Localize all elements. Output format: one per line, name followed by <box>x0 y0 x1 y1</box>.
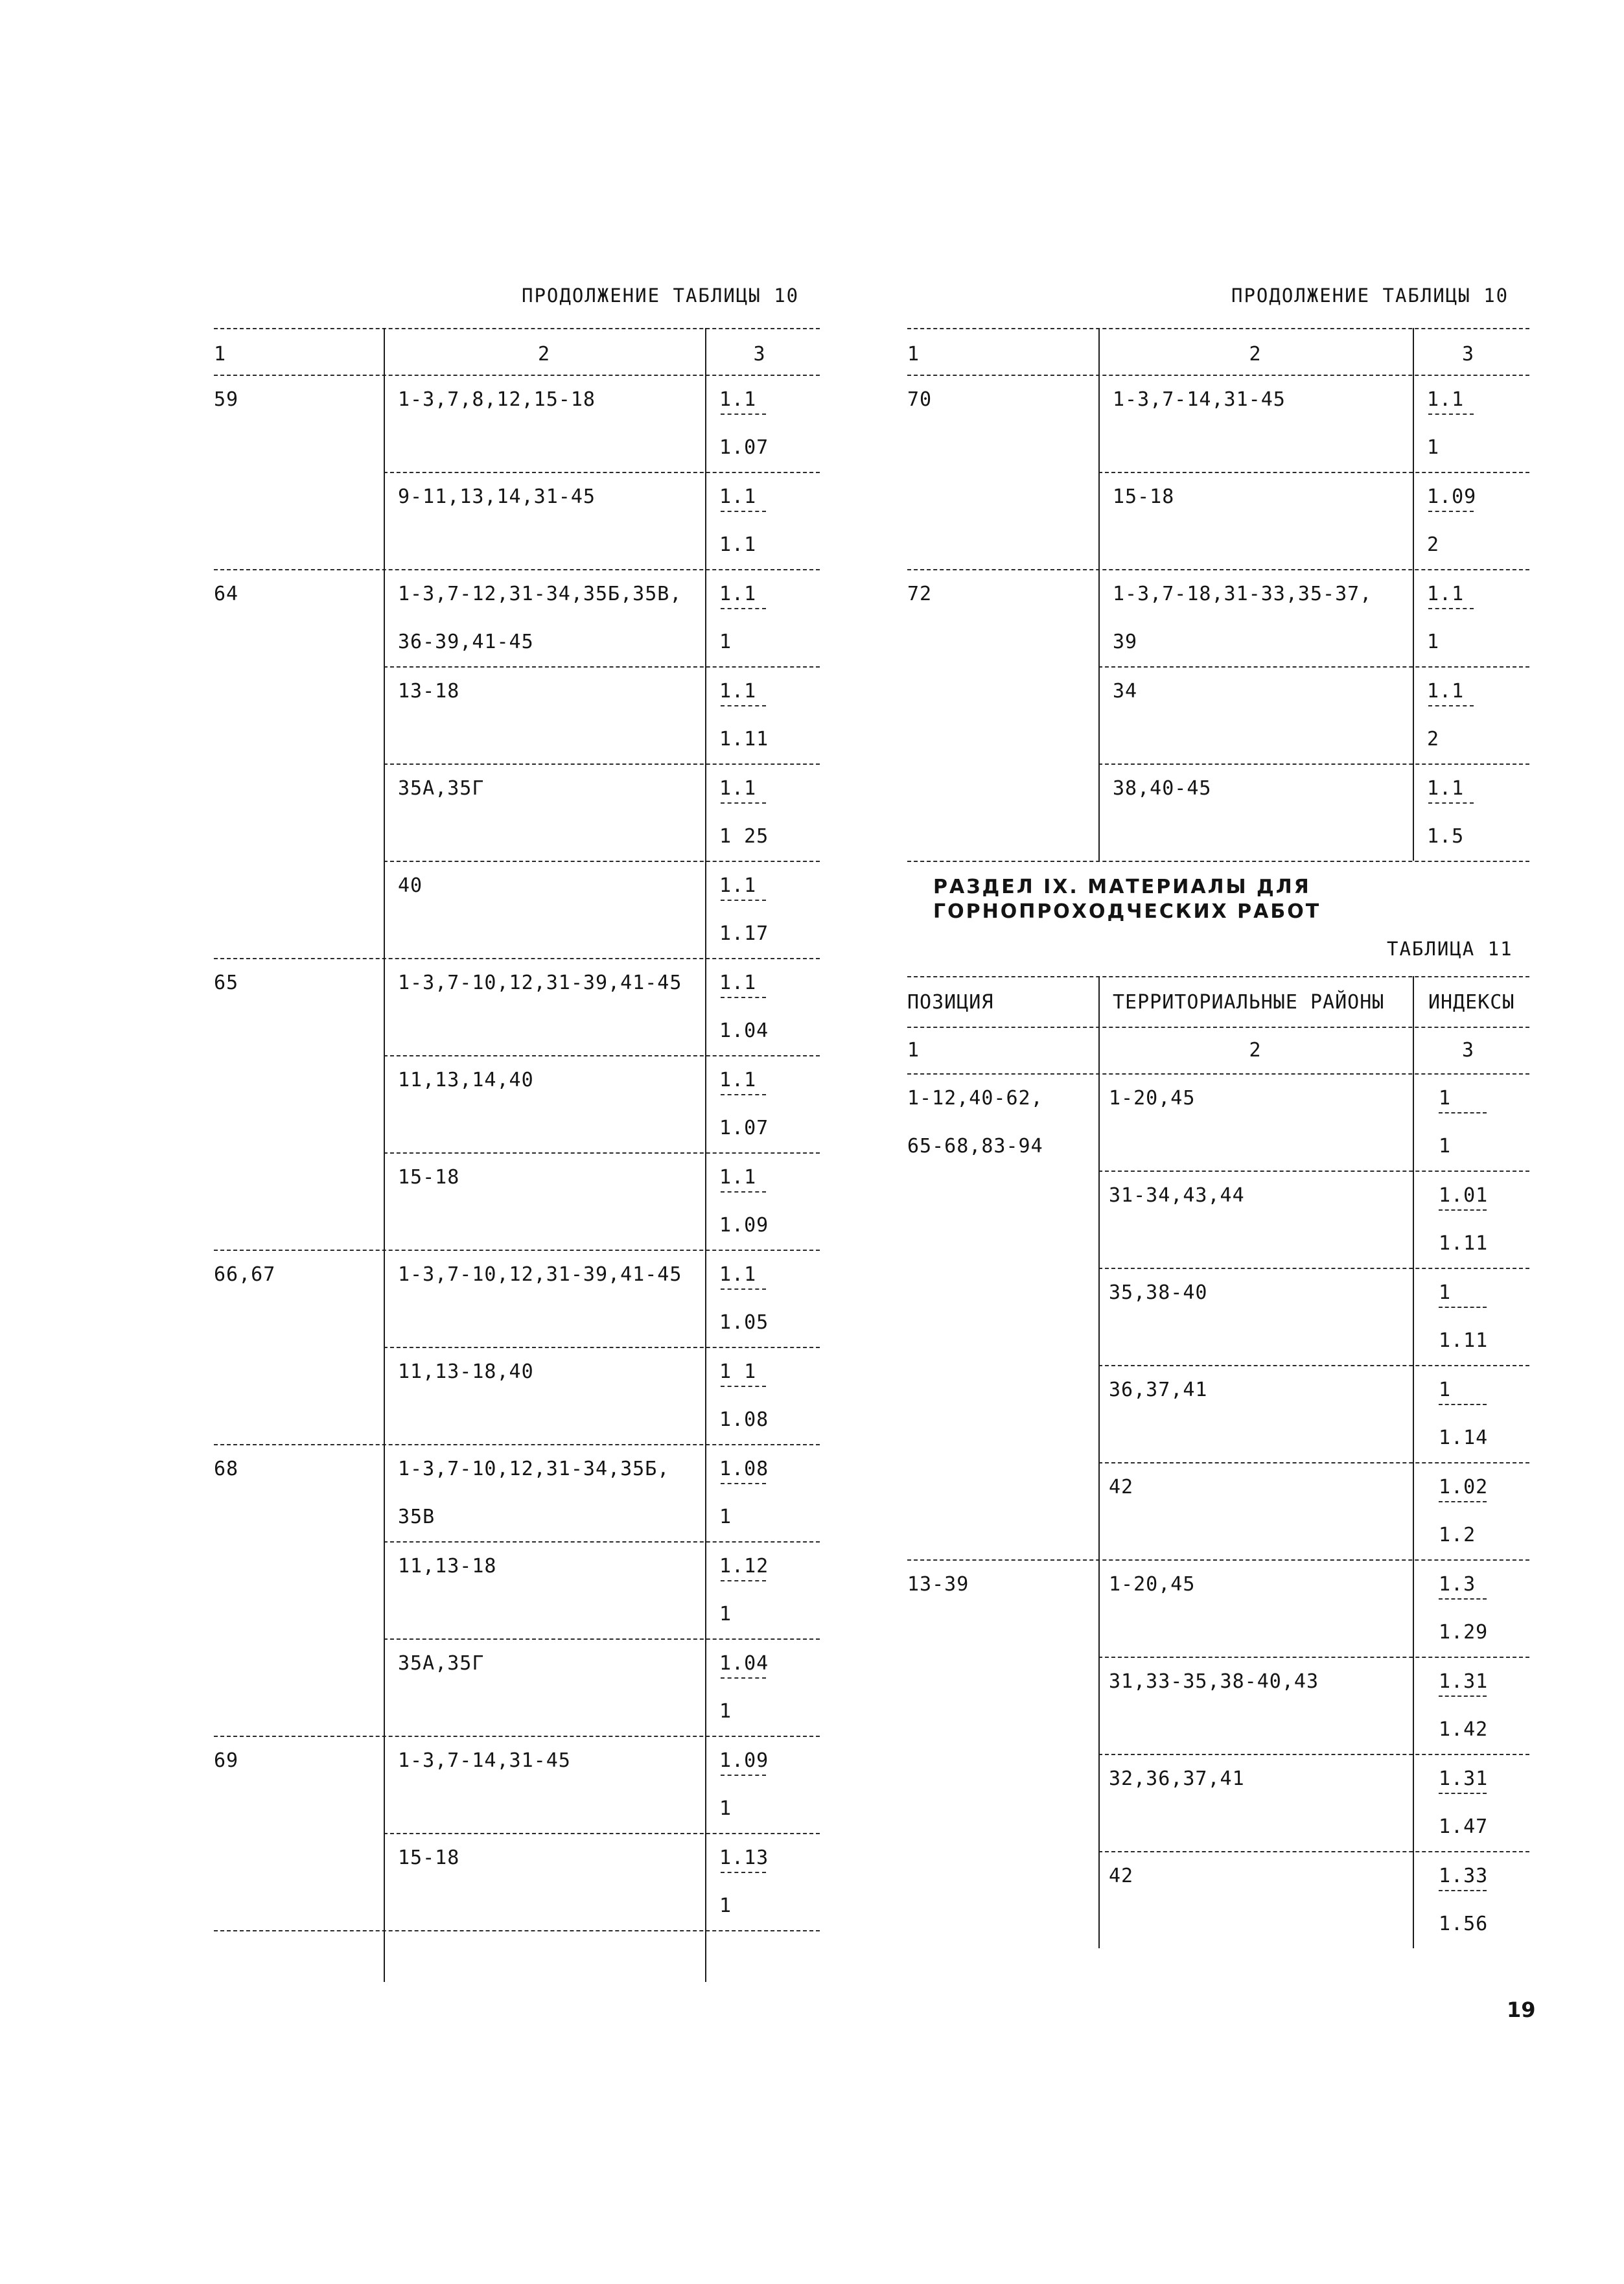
index-numerator: 1.1 <box>1427 388 1465 411</box>
fraction-bar <box>721 1775 766 1776</box>
fraction-bar <box>721 997 766 998</box>
district-cell: 36-39,41-45 <box>398 631 534 653</box>
district-cell: 1-3,7-12,31-34,35Б,35В, <box>398 583 682 605</box>
fraction-bar <box>1439 1404 1487 1405</box>
fraction-bar <box>721 802 766 804</box>
rule <box>1098 1851 1529 1852</box>
index-denominator: 1.11 <box>1439 1329 1489 1352</box>
district-cell: 13-18 <box>398 680 460 703</box>
index-numerator: 1.12 <box>719 1555 769 1578</box>
index-numerator: 1.1 <box>1427 680 1465 703</box>
rule <box>907 375 1529 376</box>
index-numerator: 1.04 <box>719 1652 769 1675</box>
fraction-bar <box>1439 1696 1487 1697</box>
rule <box>907 976 1529 977</box>
index-denominator: 1.17 <box>719 922 769 945</box>
rule <box>907 569 1529 570</box>
district-cell: 31,33-35,38-40,43 <box>1109 1670 1319 1693</box>
district-cell: 1-20,45 <box>1109 1573 1196 1596</box>
district-cell: 1-3,7-14,31-45 <box>1113 388 1286 411</box>
rule <box>384 472 820 473</box>
rule <box>1098 1754 1529 1755</box>
index-denominator: 1.08 <box>719 1408 769 1431</box>
index-numerator: 1.1 <box>719 972 757 994</box>
rule <box>1098 1268 1529 1269</box>
fraction-bar <box>1439 1793 1487 1794</box>
district-cell: 11,13-18,40 <box>398 1360 534 1383</box>
fraction-bar <box>721 1872 766 1873</box>
district-cell: 15-18 <box>1113 485 1175 508</box>
index-numerator: 1.13 <box>719 1847 769 1869</box>
district-cell: 38,40-45 <box>1113 777 1212 800</box>
rule <box>384 1833 820 1834</box>
column-number: 3 <box>753 343 766 366</box>
position-cell: 68 <box>214 1458 239 1480</box>
index-denominator: 1.11 <box>719 728 769 751</box>
index-denominator: 1 25 <box>719 825 769 848</box>
rule <box>907 861 1529 862</box>
district-cell: 1-3,7,8,12,15-18 <box>398 388 596 411</box>
rule <box>1098 472 1529 473</box>
index-denominator: 1.5 <box>1427 825 1465 848</box>
index-denominator: 1 <box>719 631 732 653</box>
index-denominator: 1.05 <box>719 1311 769 1334</box>
fraction-bar <box>1439 1890 1487 1891</box>
rule <box>384 1347 820 1348</box>
index-denominator: 1.09 <box>719 1214 769 1237</box>
district-cell: 39 <box>1113 631 1138 653</box>
index-numerator: 1.1 <box>719 874 757 897</box>
column-number: 1 <box>214 343 227 366</box>
rule <box>384 861 820 862</box>
index-denominator: 1.04 <box>719 1020 769 1042</box>
table-caption: ПРОДОЛЖЕНИЕ ТАБЛИЦЫ 10 <box>522 285 800 307</box>
page-number: 19 <box>1507 1998 1536 2022</box>
position-cell: 69 <box>214 1749 239 1772</box>
district-cell: 9-11,13,14,31-45 <box>398 485 596 508</box>
district-cell: 15-18 <box>398 1166 460 1189</box>
position-cell: 66,67 <box>214 1263 276 1286</box>
position-cell: 59 <box>214 388 239 411</box>
index-numerator: 1.1 <box>719 1069 757 1091</box>
fraction-bar <box>721 1386 766 1387</box>
index-numerator: 1.1 <box>719 777 757 800</box>
index-numerator: 1.09 <box>719 1749 769 1772</box>
fraction-bar <box>1439 1112 1487 1113</box>
position-cell: 72 <box>907 583 933 605</box>
district-cell: 35А,35Г <box>398 1652 485 1675</box>
column-divider <box>1098 328 1100 861</box>
rule <box>384 1638 820 1640</box>
index-numerator: 1 <box>1439 1379 1452 1401</box>
column-divider <box>705 1930 706 1982</box>
district-cell: 1-3,7-18,31-33,35-37, <box>1113 583 1373 605</box>
district-cell: 35А,35Г <box>398 777 485 800</box>
index-numerator: 1 <box>1439 1087 1452 1110</box>
column-number: 1 <box>907 1039 920 1062</box>
column-number: 1 <box>907 343 920 366</box>
rule <box>214 958 820 959</box>
index-numerator: 1.09 <box>1427 485 1477 508</box>
rule <box>214 375 820 376</box>
index-numerator: 1.1 <box>719 388 757 411</box>
index-numerator: 1.1 <box>719 1263 757 1286</box>
rule <box>214 1444 820 1445</box>
district-cell: 1-3,7-14,31-45 <box>398 1749 571 1772</box>
district-cell: 1-3,7-10,12,31-39,41-45 <box>398 972 682 994</box>
index-numerator: 1.1 <box>719 1166 757 1189</box>
index-denominator: 1.29 <box>1439 1621 1489 1644</box>
fraction-bar <box>721 608 766 609</box>
rule <box>1098 1171 1529 1172</box>
district-cell: 32,36,37,41 <box>1109 1767 1245 1790</box>
district-cell: 35В <box>398 1506 435 1528</box>
fraction-bar <box>1428 802 1474 804</box>
position-cell: 64 <box>214 583 239 605</box>
position-cell: 65-68,83-94 <box>907 1135 1043 1158</box>
rule <box>384 1055 820 1056</box>
district-cell: 11,13-18 <box>398 1555 497 1578</box>
index-numerator: 1.3 <box>1439 1573 1476 1596</box>
index-denominator: 1.1 <box>719 533 757 556</box>
fraction-bar <box>1439 1598 1487 1600</box>
district-cell: 40 <box>398 874 423 897</box>
column-divider <box>1413 976 1414 1948</box>
column-divider <box>1413 328 1414 861</box>
fraction-bar <box>721 511 766 512</box>
rule <box>214 328 820 329</box>
rule <box>384 1152 820 1154</box>
rule <box>907 1027 1529 1028</box>
fraction-bar <box>1439 1209 1487 1211</box>
index-denominator: 1.07 <box>719 436 769 459</box>
fraction-bar <box>1428 705 1474 706</box>
column-divider <box>1098 976 1100 1948</box>
fraction-bar <box>721 705 766 706</box>
fraction-bar <box>721 1677 766 1679</box>
index-numerator: 1 <box>1439 1281 1452 1304</box>
fraction-bar <box>721 900 766 901</box>
rule <box>907 1073 1529 1075</box>
district-cell: 1-20,45 <box>1109 1087 1196 1110</box>
index-denominator: 1 <box>719 1506 732 1528</box>
rule <box>214 1736 820 1737</box>
district-cell: 34 <box>1113 680 1138 703</box>
index-denominator: 1.14 <box>1439 1427 1489 1449</box>
district-cell: 1-3,7-10,12,31-39,41-45 <box>398 1263 682 1286</box>
rule <box>384 666 820 668</box>
rule <box>214 569 820 570</box>
index-numerator: 1.1 <box>1427 583 1465 605</box>
index-denominator: 2 <box>1427 533 1440 556</box>
index-denominator: 1.07 <box>719 1117 769 1139</box>
index-numerator: 1.1 <box>719 680 757 703</box>
rule <box>384 763 820 765</box>
index-denominator: 2 <box>1427 728 1440 751</box>
index-numerator: 1.1 <box>719 583 757 605</box>
index-numerator: 1.1 <box>719 485 757 508</box>
district-cell: 36,37,41 <box>1109 1379 1208 1401</box>
index-denominator: 1.11 <box>1439 1232 1489 1255</box>
column-number: 2 <box>1249 343 1262 366</box>
district-cell: 15-18 <box>398 1847 460 1869</box>
table-caption: ПРОДОЛЖЕНИЕ ТАБЛИЦЫ 10 <box>1231 285 1509 307</box>
rule <box>1098 1462 1529 1463</box>
index-numerator: 1 1 <box>719 1360 757 1383</box>
rule <box>1098 1657 1529 1658</box>
column-number: 2 <box>1249 1039 1262 1062</box>
fraction-bar <box>721 1483 766 1484</box>
rule <box>1098 666 1529 668</box>
rule <box>384 1541 820 1543</box>
rule <box>214 1250 820 1251</box>
fraction-bar <box>1439 1307 1487 1308</box>
index-denominator: 1.56 <box>1439 1913 1489 1935</box>
column-number: 3 <box>1462 343 1475 366</box>
index-denominator: 1.47 <box>1439 1815 1489 1838</box>
index-numerator: 1.31 <box>1439 1767 1489 1790</box>
index-numerator: 1.02 <box>1439 1476 1489 1498</box>
index-denominator: 1.42 <box>1439 1718 1489 1741</box>
district-cell: 31-34,43,44 <box>1109 1184 1245 1207</box>
district-cell: 11,13,14,40 <box>398 1069 534 1091</box>
fraction-bar <box>721 414 766 415</box>
rule <box>1098 1365 1529 1366</box>
header-districts: ТЕРРИТОРИАЛЬНЫЕ РАЙОНЫ <box>1113 991 1385 1014</box>
fraction-bar <box>1428 511 1474 512</box>
fraction-bar <box>721 1288 766 1290</box>
district-cell: 42 <box>1109 1476 1134 1498</box>
index-numerator: 1.08 <box>719 1458 769 1480</box>
column-number: 2 <box>538 343 551 366</box>
column-divider <box>705 328 706 1930</box>
index-denominator: 1 <box>719 1894 732 1917</box>
district-cell: 42 <box>1109 1865 1134 1887</box>
district-cell: 1-3,7-10,12,31-34,35Б, <box>398 1458 670 1480</box>
index-denominator: 1 <box>719 1700 732 1723</box>
position-cell: 13-39 <box>907 1573 969 1596</box>
index-numerator: 1.01 <box>1439 1184 1489 1207</box>
position-cell: 65 <box>214 972 239 994</box>
position-cell: 70 <box>907 388 933 411</box>
index-denominator: 1 <box>1427 436 1440 459</box>
index-denominator: 1 <box>1427 631 1440 653</box>
rule <box>907 1559 1529 1561</box>
fraction-bar <box>721 1094 766 1095</box>
fraction-bar <box>1439 1501 1487 1502</box>
header-indices: ИНДЕКСЫ <box>1428 991 1515 1014</box>
fraction-bar <box>1428 608 1474 609</box>
rule <box>1098 763 1529 765</box>
column-divider <box>384 1930 385 1982</box>
fraction-bar <box>721 1580 766 1581</box>
index-numerator: 1.1 <box>1427 777 1465 800</box>
section-heading: РАЗДЕЛ IX. МАТЕРИАЛЫ ДЛЯ ГОРНОПРОХОДЧЕСКИХ РАБОТ <box>933 876 1321 923</box>
header-position: ПОЗИЦИЯ <box>907 991 994 1014</box>
fraction-bar <box>1428 414 1474 415</box>
index-numerator: 1.33 <box>1439 1865 1489 1887</box>
district-cell: 35,38-40 <box>1109 1281 1208 1304</box>
position-cell: 1-12,40-62, <box>907 1087 1043 1110</box>
table-caption: ТАБЛИЦА 11 <box>1387 938 1513 960</box>
index-denominator: 1.2 <box>1439 1524 1476 1546</box>
fraction-bar <box>721 1191 766 1193</box>
index-numerator: 1.31 <box>1439 1670 1489 1693</box>
index-denominator: 1 <box>719 1797 732 1820</box>
index-denominator: 1 <box>1439 1135 1452 1158</box>
rule <box>214 1930 820 1931</box>
column-divider <box>384 328 385 1930</box>
index-denominator: 1 <box>719 1603 732 1626</box>
rule <box>907 328 1529 329</box>
column-number: 3 <box>1462 1039 1475 1062</box>
